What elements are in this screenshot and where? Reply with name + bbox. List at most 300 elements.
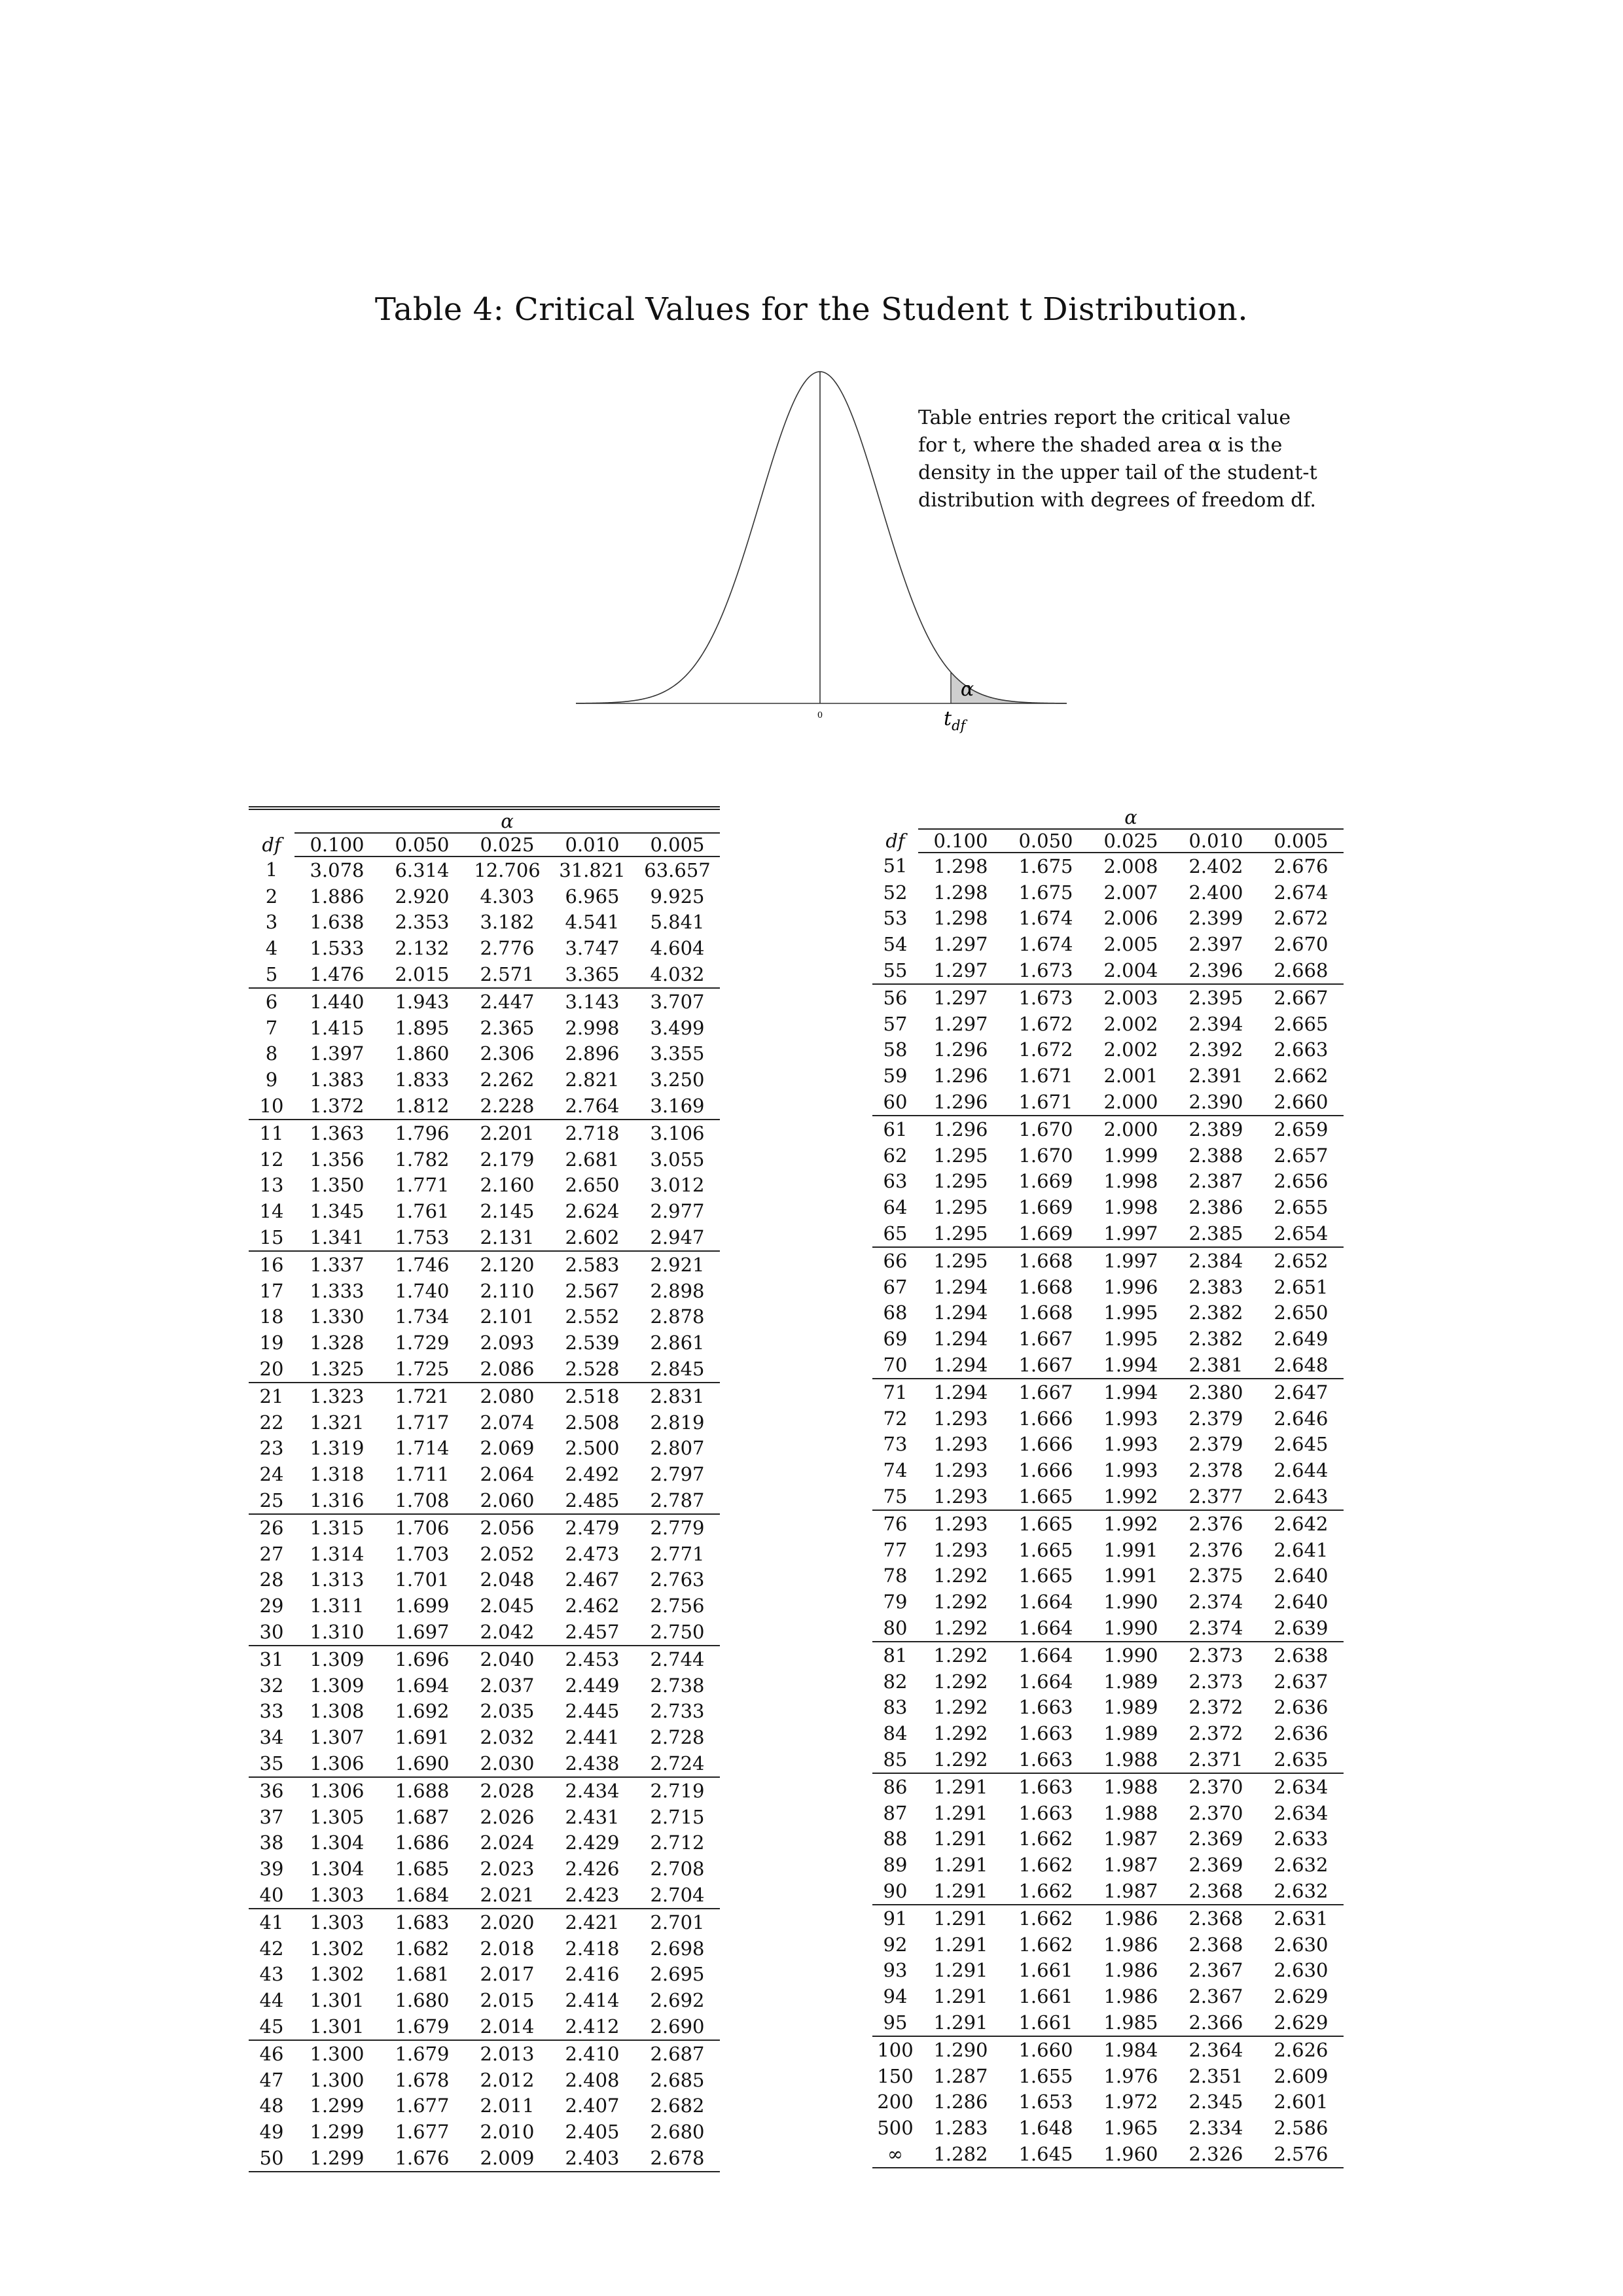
value-cell: 2.048 [480,1568,535,1591]
value-cell: 1.991 [1103,1564,1158,1587]
value-cell: 2.518 [565,1385,620,1407]
value-cell: 2.473 [565,1542,620,1565]
df-cell: 56 [883,986,908,1009]
df-cell: 38 [259,1831,284,1854]
value-cell: 1.321 [310,1411,365,1434]
value-cell: 2.160 [480,1174,535,1197]
value-cell: 1.665 [1018,1538,1073,1561]
table-row [249,1383,720,1409]
table-row [249,1224,720,1251]
value-cell: 1.673 [1003,957,1088,984]
value-cell: 1.960 [1088,2141,1173,2168]
df-cell: 37 [259,1805,284,1828]
value-cell: 1.307 [310,1726,365,1749]
df-cell: 72 [883,1407,908,1430]
value-cell: 1.306 [294,1750,380,1777]
value-cell: 2.644 [1274,1459,1329,1482]
value-cell: 2.508 [565,1411,620,1434]
value-cell: 1.665 [1003,1483,1088,1510]
df-cell: 55 [872,957,918,984]
value-cell: 1.291 [933,1959,988,1982]
value-cell: 1.291 [933,1933,988,1956]
value-cell: 2.006 [1103,907,1158,930]
df-cell: 43 [259,1963,284,1986]
value-cell: 1.297 [933,986,988,1009]
value-cell: 1.714 [395,1437,450,1460]
df-cell: 77 [883,1538,908,1561]
table-row [249,1541,720,1567]
value-cell: 2.672 [1274,907,1329,930]
table-row [249,1619,720,1646]
value-cell: 1.678 [395,2068,450,2091]
table-row [249,1593,720,1619]
value-cell: 1.294 [933,1275,988,1298]
value-cell: 1.664 [1018,1644,1073,1667]
value-cell: 1.666 [1018,1459,1073,1482]
value-cell: 2.641 [1274,1538,1329,1561]
value-cell: 2.042 [465,1619,550,1646]
table-row [249,1173,720,1199]
value-cell: 1.993 [1103,1459,1158,1482]
value-cell: 2.101 [480,1305,535,1328]
table-row [249,1567,720,1593]
df-cell: 69 [883,1328,908,1351]
value-cell: 2.086 [465,1356,550,1383]
value-cell: 1.356 [310,1148,365,1171]
table-row [872,1563,1344,1589]
df-cell: 90 [872,1878,918,1905]
value-cell: 2.381 [1173,1352,1258,1379]
value-cell: 2.408 [565,2068,620,2091]
value-cell: 1.295 [933,1144,988,1167]
table-row [872,1247,1344,1274]
value-cell: 1.662 [1018,1854,1073,1877]
value-cell: 2.410 [565,2042,620,2065]
table-row [872,2115,1344,2141]
value-cell: 2.659 [1274,1118,1329,1140]
table-row [872,1405,1344,1432]
value-cell: 1.292 [933,1696,988,1719]
value-cell: 2.400 [1188,881,1243,904]
value-cell: 3.707 [650,990,705,1013]
value-cell: 2.676 [1274,855,1329,877]
df-cell: 16 [259,1253,284,1276]
table-row [872,1220,1344,1247]
value-cell: 2.364 [1188,2038,1243,2061]
value-cell: 1.314 [310,1542,365,1565]
value-cell: 2.630 [1274,1933,1329,1956]
value-cell: 2.132 [395,937,450,960]
value-cell: 2.120 [480,1253,535,1276]
df-cell: 18 [259,1305,284,1328]
table-row [249,1067,720,1093]
value-cell: 1.993 [1103,1433,1158,1456]
table-row [249,1777,720,1804]
value-cell: 2.567 [565,1279,620,1302]
table-row [872,1510,1344,1537]
value-cell: 2.383 [1188,1275,1243,1298]
table-row [249,2067,720,2093]
value-cell: 2.418 [565,1937,620,1960]
value-cell: 1.998 [1103,1170,1158,1193]
value-cell: 1.286 [933,2091,988,2113]
df-cell: 25 [249,1487,294,1514]
value-cell: 2.431 [565,1805,620,1828]
alpha-col-1: 0.050 [1003,829,1088,853]
value-cell: 2.378 [1188,1459,1243,1482]
value-cell: 1.671 [1018,1065,1073,1087]
value-cell: 1.661 [1018,1959,1073,1982]
value-cell: 2.977 [650,1200,705,1223]
value-cell: 1.782 [395,1148,450,1171]
value-cell: 2.662 [1274,1065,1329,1087]
value-cell: 2.370 [1188,1775,1243,1798]
value-cell: 1.664 [1018,1591,1073,1614]
df-cell: 53 [883,907,908,930]
value-cell: 4.032 [635,961,720,988]
tdf-label [944,707,968,733]
table-row [872,957,1344,984]
value-cell: 2.326 [1173,2141,1258,2168]
table-row [872,2063,1344,2089]
value-cell: 1.292 [918,1746,1003,1773]
value-cell: 1.690 [380,1750,465,1777]
value-cell: 2.643 [1258,1483,1344,1510]
value-cell: 1.721 [395,1385,450,1407]
value-cell: 2.003 [1103,986,1158,1009]
value-cell: 2.052 [480,1542,535,1565]
value-cell: 1.397 [310,1042,365,1065]
value-cell: 2.845 [635,1356,720,1383]
value-cell: 2.831 [650,1385,705,1407]
value-cell: 2.421 [565,1911,620,1934]
value-cell: 2.367 [1188,1985,1243,2008]
value-cell: 1.299 [310,2094,365,2117]
value-cell: 1.305 [310,1805,365,1828]
table-row [249,1487,720,1514]
value-cell: 2.015 [480,1989,535,2012]
value-cell: 1.293 [933,1407,988,1430]
value-cell: 2.647 [1274,1381,1329,1404]
value-cell: 1.706 [395,1516,450,1539]
table-row [249,1146,720,1173]
table-row [249,1041,720,1067]
value-cell: 1.670 [1018,1144,1073,1167]
table-body-right [872,853,1344,2168]
value-cell: 2.479 [565,1516,620,1539]
value-cell: 2.379 [1188,1433,1243,1456]
value-cell: 1.663 [1018,1696,1073,1719]
value-cell: 2.654 [1258,1220,1344,1247]
value-cell: 2.650 [565,1174,620,1197]
value-cell: 2.389 [1188,1118,1243,1140]
value-cell: 2.660 [1258,1089,1344,1116]
value-cell: 3.106 [650,1122,705,1144]
value-cell: 1.292 [933,1564,988,1587]
value-cell: 2.040 [480,1648,535,1670]
value-cell: 2.370 [1188,1801,1243,1824]
value-cell: 2.670 [1274,933,1329,956]
table-row [249,2093,720,2119]
value-cell: 1.965 [1103,2117,1158,2140]
table-row [249,1961,720,1987]
page-title: Table 4: Critical Values for the Student t Distribution. [374,291,1249,328]
table-row [872,1432,1344,1458]
value-cell: 2.645 [1274,1433,1329,1456]
df-cell: 89 [883,1854,908,1877]
value-cell: 1.812 [380,1093,465,1120]
df-cell: 30 [249,1619,294,1646]
df-cell: 54 [883,933,908,956]
table-row [249,935,720,961]
value-cell: 1.299 [310,2121,365,2144]
table-row [249,2013,720,2040]
value-cell: 2.947 [635,1224,720,1251]
value-cell: 1.677 [395,2094,450,2117]
value-cell: 2.453 [565,1648,620,1670]
value-cell: 1.994 [1088,1352,1173,1379]
table-row [249,1120,720,1146]
value-cell: 1.294 [918,1352,1003,1379]
table-row [249,1198,720,1224]
value-cell: 2.000 [1088,1089,1173,1116]
value-cell: 2.388 [1188,1144,1243,1167]
alpha-col-4: 0.005 [635,833,720,857]
value-cell: 2.179 [480,1148,535,1171]
value-cell: 1.653 [1018,2091,1073,2113]
value-cell: 2.632 [1258,1878,1344,1905]
table-row [249,1093,720,1120]
value-cell: 2.374 [1188,1591,1243,1614]
value-cell: 1.638 [310,911,365,934]
column-header-row [249,833,720,857]
value-cell: 2.032 [480,1726,535,1749]
value-cell: 2.624 [565,1200,620,1223]
value-cell: 1.304 [310,1858,365,1881]
value-cell: 1.292 [933,1591,988,1614]
value-cell: 1.676 [380,2145,465,2172]
value-cell: 1.988 [1103,1801,1158,1824]
value-cell: 2.657 [1274,1144,1329,1167]
df-cell: 35 [249,1750,294,1777]
value-cell: 1.976 [1103,2064,1158,2087]
value-cell: 1.292 [933,1722,988,1745]
table-row [249,910,720,936]
value-cell: 1.291 [933,1801,988,1824]
value-cell: 1.663 [1018,1722,1073,1745]
df-cell: 10 [249,1093,294,1120]
value-cell: 1.697 [380,1619,465,1646]
value-cell: 1.664 [1018,1670,1073,1693]
column-header-row [872,829,1344,853]
value-cell: 1.673 [1018,986,1073,1009]
df-cell: 12 [259,1148,284,1171]
table-row [872,1695,1344,1721]
table-row [872,1483,1344,1510]
value-cell: 2.394 [1188,1012,1243,1035]
value-cell: 1.989 [1103,1722,1158,1745]
value-cell: 1.372 [294,1093,380,1120]
table-row [872,1773,1344,1800]
value-cell: 2.074 [480,1411,535,1434]
table-row [872,879,1344,906]
value-cell: 1.363 [310,1122,365,1144]
value-cell: 2.629 [1258,2009,1344,2036]
value-cell: 1.679 [395,2042,450,2065]
table-row [249,1724,720,1750]
df-cell: 34 [259,1726,284,1749]
df-cell: ∞ [872,2141,918,2168]
value-cell: 2.638 [1274,1644,1329,1667]
value-cell: 2.712 [650,1831,705,1854]
value-cell: 2.005 [1103,933,1158,956]
df-cell: 200 [877,2091,914,2113]
value-cell: 1.986 [1103,1959,1158,1982]
value-cell: 4.303 [480,885,535,908]
value-cell: 2.351 [1188,2064,1243,2087]
value-cell: 1.796 [395,1122,450,1144]
value-cell: 2.626 [1274,2038,1329,2061]
value-cell: 1.323 [310,1385,365,1407]
value-cell: 1.666 [1018,1407,1073,1430]
value-cell: 2.646 [1274,1407,1329,1430]
value-cell: 2.637 [1274,1670,1329,1693]
value-cell: 1.688 [395,1779,450,1802]
value-cell: 1.287 [933,2064,988,2087]
value-cell: 3.169 [635,1093,720,1120]
df-cell: 67 [883,1275,908,1298]
value-cell: 2.011 [480,2094,535,2117]
value-cell: 1.943 [395,990,450,1013]
table-row [872,1669,1344,1695]
df-cell: 82 [883,1670,908,1693]
value-cell: 1.674 [1018,933,1073,956]
value-cell: 1.663 [1018,1775,1073,1798]
value-cell: 2.462 [565,1595,620,1617]
alpha-col-4: 0.005 [1258,829,1344,853]
value-cell: 2.380 [1188,1381,1243,1404]
value-cell: 2.750 [635,1619,720,1646]
df-cell: 70 [872,1352,918,1379]
value-cell: 1.663 [1018,1801,1073,1824]
value-cell: 1.691 [395,1726,450,1749]
df-cell: 6 [265,990,278,1013]
value-cell: 1.699 [395,1595,450,1617]
value-cell: 2.023 [480,1858,535,1881]
value-cell: 1.303 [294,1882,380,1909]
df-cell: 3 [265,911,278,934]
alpha-header-row [872,806,1344,829]
zero-label: 0 [817,711,823,720]
value-cell: 1.299 [294,2145,380,2172]
value-cell: 2.407 [565,2094,620,2117]
value-cell: 2.680 [650,2121,705,2144]
table-row [872,1878,1344,1905]
value-cell: 1.986 [1103,1933,1158,1956]
value-cell: 1.660 [1018,2038,1073,2061]
value-cell: 2.438 [550,1750,635,1777]
value-cell: 2.064 [480,1463,535,1486]
value-cell: 1.992 [1088,1483,1173,1510]
value-cell: 2.012 [480,2068,535,2091]
value-cell: 2.640 [1274,1564,1329,1587]
value-cell: 1.350 [310,1174,365,1197]
value-cell: 1.293 [933,1459,988,1482]
value-cell: 1.995 [1103,1301,1158,1324]
value-cell: 1.662 [1018,1907,1073,1930]
df-cell: 31 [259,1648,284,1670]
value-cell: 1.833 [395,1069,450,1091]
df-cell: 86 [883,1775,908,1798]
value-cell: 2.024 [480,1831,535,1854]
table-row [249,1514,720,1541]
value-cell: 1.682 [395,1937,450,1960]
value-cell: 2.376 [1188,1538,1243,1561]
table-row [872,906,1344,932]
value-cell: 1.283 [933,2117,988,2140]
df-cell: 52 [883,881,908,904]
df-cell: 61 [883,1118,908,1140]
value-cell: 2.001 [1103,1065,1158,1087]
value-cell: 2.861 [650,1332,705,1354]
value-cell: 2.776 [480,937,535,960]
df-cell: 500 [877,2117,914,2140]
value-cell: 2.382 [1188,1301,1243,1324]
value-cell: 2.576 [1258,2141,1344,2168]
value-cell: 2.018 [480,1937,535,1960]
table-row [872,2141,1344,2168]
value-cell: 1.988 [1103,1775,1158,1798]
table-row [872,1457,1344,1483]
value-cell: 2.878 [650,1305,705,1328]
value-cell: 2.738 [650,1674,705,1697]
table-row [249,1251,720,1278]
value-cell: 1.328 [310,1332,365,1354]
value-cell: 2.390 [1173,1089,1258,1116]
value-cell: 1.668 [1018,1249,1073,1272]
df-cell: 24 [259,1463,284,1486]
critical-values-table-left [249,806,720,2172]
value-cell: 6.965 [565,885,620,908]
value-cell: 2.013 [480,2042,535,2065]
table-row [249,2145,720,2172]
value-cell: 1.996 [1103,1275,1158,1298]
value-cell: 1.687 [395,1805,450,1828]
value-cell: 2.434 [565,1779,620,1802]
value-cell: 2.000 [1103,1118,1158,1140]
value-cell: 2.020 [480,1911,535,1934]
df-header: df [885,830,905,852]
df-cell: 79 [883,1591,908,1614]
value-cell: 1.330 [310,1305,365,1328]
value-cell: 2.635 [1258,1746,1344,1773]
table-row [249,961,720,988]
table-row [872,1589,1344,1615]
df-cell: 85 [872,1746,918,1773]
df-cell: 49 [259,2121,284,2144]
value-cell: 1.667 [1018,1381,1073,1404]
value-cell: 2.681 [565,1148,620,1171]
value-cell: 1.683 [395,1911,450,1934]
value-cell: 1.298 [933,881,988,904]
df-cell: 92 [883,1933,908,1956]
value-cell: 1.295 [918,1220,1003,1247]
value-cell: 1.680 [395,1989,450,2012]
value-cell: 2.492 [565,1463,620,1486]
df-cell: 78 [883,1564,908,1587]
value-cell: 1.985 [1088,2009,1173,2036]
value-cell: 2.365 [480,1016,535,1039]
